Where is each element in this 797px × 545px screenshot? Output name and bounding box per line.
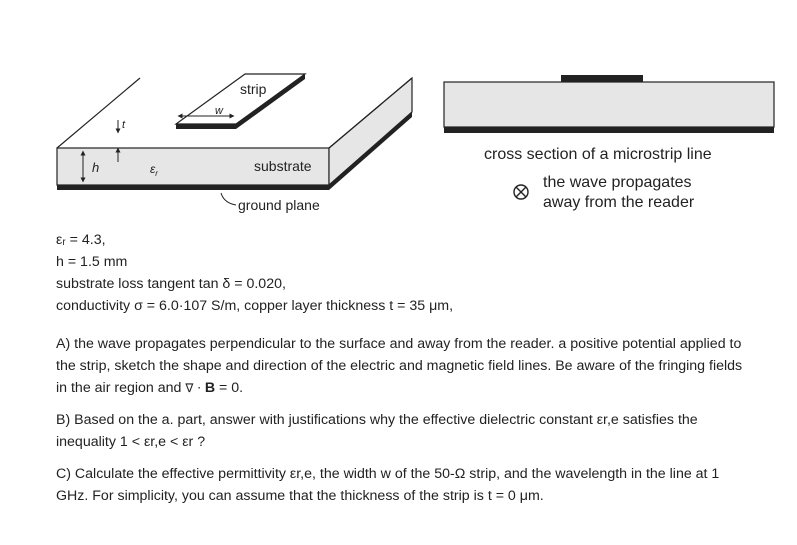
given-parameters [56, 229, 453, 317]
param-eps-r: εᵣ = 4.3, [56, 232, 106, 248]
param-loss-tangent: substrate loss tangent tan δ = 0.020, [56, 276, 286, 292]
cross-section-substrate [444, 82, 774, 127]
cross-section-ground [444, 127, 774, 133]
ground-plane-front [57, 185, 329, 190]
param-h: h = 1.5 mm [56, 254, 128, 270]
question-a-text: A) the wave propagates perpendicular to the surface and away from the reader. a positive potential applied to the strip, sketch the shape and direction of the electric and magnetic field lines. Be aware of the fringing fields in the air region and [56, 336, 743, 396]
substrate-side-face [329, 78, 412, 185]
into-page-direction-icon [514, 185, 528, 199]
cross-section-drawing [444, 75, 774, 211]
microstrip-3d-drawing [57, 74, 412, 213]
propagation-line-1: the wave propagates [543, 174, 692, 191]
cross-section-title: cross section of a microstrip line [484, 146, 712, 163]
param-conductivity: conductivity σ = 6.0·107 S/m, copper layer thickness t = 35 μm, [56, 298, 454, 314]
ground-plane-leader [221, 193, 236, 205]
strip-front [176, 124, 236, 129]
question-a-tail: = 0. [215, 380, 244, 396]
substrate-label: substrate [254, 158, 312, 174]
question-a [56, 333, 746, 399]
w-label: w [215, 105, 223, 117]
strip-label: strip [240, 81, 267, 97]
nabla-dot: ∇ · [185, 381, 205, 395]
cross-section-strip [561, 75, 643, 82]
h-label: h [92, 160, 100, 175]
propagation-line-2: away from the reader [543, 194, 695, 211]
microstrip-figure [0, 0, 797, 225]
t-label: t [122, 119, 126, 131]
epsilon-r-label: $\varepsilon_r$ [150, 162, 158, 178]
b-field-symbol: B [204, 380, 216, 396]
ground-plane-label: ground plane [238, 197, 320, 213]
question-b: B) Based on the a. part, answer with justifications why the effective dielectric constant εr,e satisfies the inequality 1 < εr,e < εr ? [56, 412, 698, 450]
substrate-top-left-edge [57, 78, 140, 148]
question-c: C) Calculate the effective permittivity εr,e, the width w of the 50-Ω strip, and the wavelength in the line at 1 GHz. For simplicity, you can assume that the thickness of the strip is t = 0 μm. [56, 466, 720, 504]
